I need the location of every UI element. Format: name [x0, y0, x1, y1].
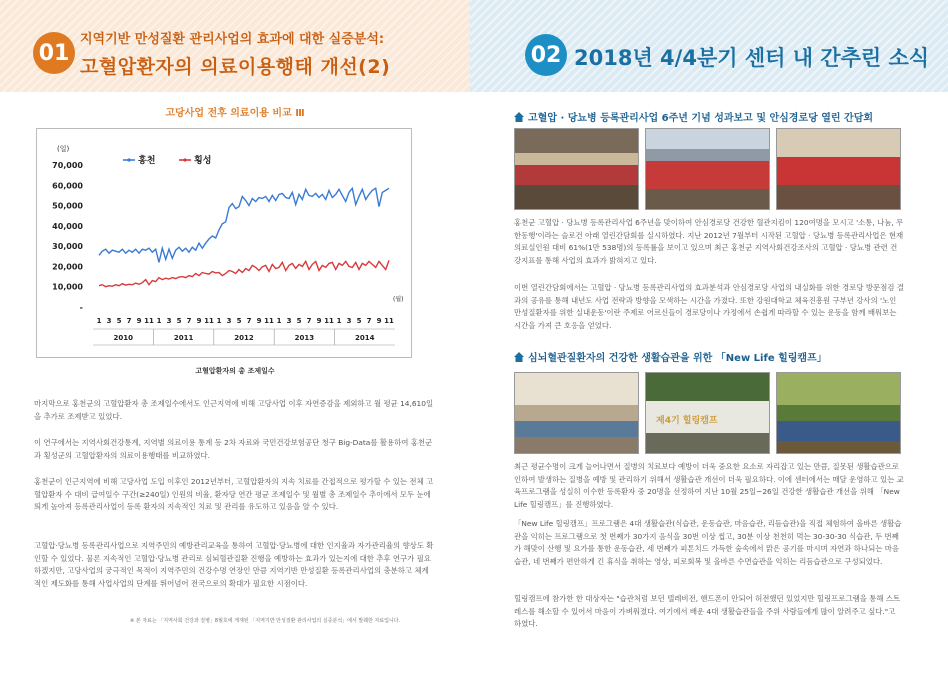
- year-label: 2011: [173, 334, 194, 342]
- photo-yoga: [514, 372, 639, 454]
- section2-title-row: [514, 349, 827, 364]
- x-tick-label: 9: [316, 317, 322, 325]
- x-tick-label: 9: [256, 317, 262, 325]
- legend-marker: [183, 158, 186, 161]
- y-tick-label: 30,000: [52, 242, 83, 252]
- x-tick-label: 3: [226, 317, 232, 325]
- x-tick-label: 3: [106, 317, 112, 325]
- x-tick-label: 7: [246, 317, 252, 325]
- x-tick-label: 7: [366, 317, 372, 325]
- section2-paragraph-3: 힐링캠프에 참가한 한 대상자는 "습관처럼 보던 텔레비전, 핸드폰이 안되어 허전했던 있었지만 힐링프로그램을 통해 스트레스를 해소할 수 있어서 마음이 가벼워졌다. 여기에서 배운 4대 생활습관들을 주위 사람들에게 많이 알려주고 싶다."고 하였다.: [514, 594, 901, 629]
- x-tick-label: 5: [356, 317, 362, 325]
- section1-title: 고혈압 · 당뇨병 등록관리사업 6주년 기념 성과보고 및 안심경로당 열린 간담회: [528, 113, 874, 124]
- camp-banner-text: 제4기 힐링캠프: [656, 416, 718, 426]
- photo-hiking: [776, 372, 901, 454]
- left-paragraph-3: 홍천군이 인근지역에 비해 고당사업 도입 이후인 2012년부터, 고혈압환자의 지속 치료를 간접적으로 평가할 수 있는 전체 고혈압환자 수 대비 급여일수 구간(≥240일) 인원의 비율, 환자당 연간 평균 조제일수 및 월별 총 조제일수 추이에서 모두 눈에 띄게 높아져 등록관리사업이 등록 환자의 지속적인 치료 및 관리를 유도하고 있음을 알 수 있다.: [34, 477, 434, 512]
- section2-paragraph-1: 최근 평균수명이 크게 늘어나면서 질병의 치료보다 예방이 더욱 중요한 요소로 자리잡고 있는 만큼, 질못된 생활습관으로 인하여 발생하는 질병을 예방 및 관리하기 위해서 생활습관 개선이 더욱 필요하다. 이에 센터에서는 매달 운영하고 있는 교육프로그램을 성실히 이수한 등록환자 중 20명을 선정하여 지난 10월 25일~26일 건강한 생활습관 개선을 위해 「New Life 힐링캠프」를 진행하였다.: [514, 462, 904, 509]
- left-header-subtitle: 지역기반 만성질환 관리사업의 효과에 대한 실증분석:: [80, 32, 385, 47]
- year-label: 2014: [355, 334, 375, 342]
- photo-meeting-2: [645, 128, 770, 210]
- left-paragraph-1: 마지막으로 홍천군의 고혈압환자 총 조제일수에서도 인근지역에 비해 고당사업 이후 자연증감을 제외하고 월 평균 14,610일을 추가로 조제받고 있었다.: [34, 399, 434, 421]
- year-label: 2010: [113, 334, 133, 342]
- series-line: [99, 188, 389, 262]
- section1-paragraph-1: 홍천군 고혈압 · 당뇨병 등록관리사업 6주년을 맞이하여 안심경로당 건강한 혈관지킴이 120여명을 모시고 '소통, 나눔, 무한동행'이라는 슬로건 아래 열린간담회를 실시하였다. 지난 2012년 7월부터 시작된 고혈압 · 당뇨병 등록관리사업은 현재 의료실인원 대비 61%(1만 538명)의 등록률을 보이고 있으며 최근 홍천군 지역사회건강조사의 고혈압 · 당뇨병 관련 건강지표를 통해 사업의 효과가 밝혀지고 있다.: [514, 218, 904, 265]
- x-tick-label: 1: [216, 317, 222, 325]
- x-tick-label: 5: [116, 317, 122, 325]
- x-tick-label: 11: [204, 317, 214, 325]
- x-tick-label: 5: [176, 317, 182, 325]
- x-tick-label: 5: [296, 317, 302, 325]
- x-tick-label: 7: [126, 317, 132, 325]
- section2-title: 심뇌혈관질환자의 건강한 생활습관을 위한 「New Life 힐링캠프」: [528, 353, 827, 364]
- y-tick-label: 50,000: [52, 201, 83, 211]
- x-tick-label: 11: [144, 317, 154, 325]
- right-header-title: 2018년 4/4분기 센터 내 간추린 소식: [574, 46, 930, 70]
- y-tick-label: 40,000: [52, 221, 83, 231]
- legend-label: 홍천: [138, 156, 156, 166]
- left-paragraph-4: 고혈압·당뇨병 등록관리사업으로 지역주민의 예방관리교육을 통하여 고혈압·당뇨병에 대한 인지율과 자가관리율의 향상도 확인할 수 있었다. 물론 지속적인 고혈압·당뇨병 관리로 심뇌혈관질환 진행을 예방하는 효과가 있는지에 대한 추후 연구가 필요하겠지만, 고당사업의 궁극적인 목적이 지역주민의 건강수명 연장인 만큼 지역기반 만성질환 등록관리사업의 충분하고 체계적인 제도화를 통해 사업사업의 단계를 뛰어넘어 전국으로의 확대가 필요한 시점이다.: [34, 541, 434, 588]
- line-chart: [37, 129, 411, 357]
- x-tick-label: 11: [264, 317, 274, 325]
- left-paragraph-2: 이 연구에서는 지역사회건강통계, 지역별 의료이용 통계 등 2차 자료와 국민건강보험공단 청구 Big-Data를 활용하여 홍천군과 횡성군의 고혈압환자의 의료이용행태를 비교하였다.: [34, 438, 433, 460]
- y-tick-label: 70,000: [52, 161, 83, 170]
- x-tick-label: 7: [306, 317, 312, 325]
- section1-title-row: [514, 109, 873, 124]
- x-tick-label: 1: [336, 317, 342, 325]
- x-tick-label: 11: [384, 317, 394, 325]
- left-header-title: 고혈압환자의 의료이용행태 개선(2): [80, 56, 391, 78]
- chart-title: 고당사업 전후 의료이용 비교 Ⅲ: [165, 108, 305, 119]
- x-tick-label: 3: [166, 317, 172, 325]
- y-tick-label: 10,000: [52, 282, 83, 292]
- chart-caption: 고혈압환자의 총 조제일수: [195, 367, 275, 375]
- y-tick-label: 20,000: [52, 262, 83, 272]
- x-tick-label: 3: [286, 317, 292, 325]
- x-axis-unit: (월): [393, 296, 404, 303]
- year-label: 2012: [234, 334, 254, 342]
- photo-meeting-1: [514, 128, 639, 210]
- x-tick-label: 3: [346, 317, 352, 325]
- x-tick-label: 1: [276, 317, 282, 325]
- legend-label: 횡성: [194, 156, 212, 166]
- x-tick-label: 9: [196, 317, 202, 325]
- x-tick-label: 1: [156, 317, 162, 325]
- x-tick-label: 5: [236, 317, 242, 325]
- photo-camp-banner: [645, 372, 770, 454]
- x-tick-label: 9: [376, 317, 382, 325]
- section-number-01: 01: [33, 32, 75, 74]
- series-line: [99, 260, 389, 286]
- house-icon: [514, 352, 524, 362]
- y-axis-unit: (일): [57, 145, 70, 153]
- section2-paragraph-2: 「New Life 힐링캠프」프로그램은 4대 생활습관(식습관, 운동습관, 마음습관, 리듬습관)을 직접 체험하여 올바른 생활습관을 익히는 프로그램으로 첫 번째가 30가지 음식을 30번 이상 씹고, 30분 이상 천천히 먹는 30-30-30 식습관, 두 번째가 해맞이 산행 및 요가를 통한 운동습관, 세 번째가 피톤치드 가득한 숲속에서 맑은 공기를 마시며 자연과 하나되는 마음습관, 네 번째가 편안하게 긴 휴식을 취하는 영상, 피로회복 및 올바른 수면습관을 익히는 리듬습관으로 구성되었다.: [514, 519, 902, 566]
- legend-marker: [127, 158, 130, 161]
- x-tick-label: 7: [186, 317, 192, 325]
- section-number-02: 02: [525, 34, 567, 76]
- x-tick-label: 9: [136, 317, 142, 325]
- photo-exercise: [776, 128, 901, 210]
- chart-container: [36, 128, 412, 358]
- x-tick-label: 11: [324, 317, 334, 325]
- year-label: 2013: [294, 334, 315, 342]
- house-icon: [514, 112, 524, 122]
- y-tick-label: 60,000: [52, 181, 83, 191]
- footnote: ※ 본 자료는 「지역사회 건강과 질병」8월호에 게재된 「지역기반 만성질환 관리사업의 실증분석」에서 발췌한 자료입니다.: [130, 618, 401, 624]
- section1-paragraph-2: 이번 열린간담회에서는 고혈압 · 당뇨병 등록관리사업의 효과분석과 안심경로당 사업의 내실화를 위한 경로당 방문점검 결과의 공유를 통해 내년도 사업 전략과 방향을 모색하는 시간을 가졌다. 또한 강원대학교 체육진흥원 구부년 강사의 '노인 만성질환자를 위한 실내운동'이란 주제로 어르신들이 경로당이나 가정에서 손쉽게 따라할 수 있는 운동을 함께 배워보는 시간을 가져 큰 호응을 얻었다.: [514, 283, 904, 330]
- x-tick-label: 1: [96, 317, 102, 325]
- y-tick-label: -: [79, 303, 83, 312]
